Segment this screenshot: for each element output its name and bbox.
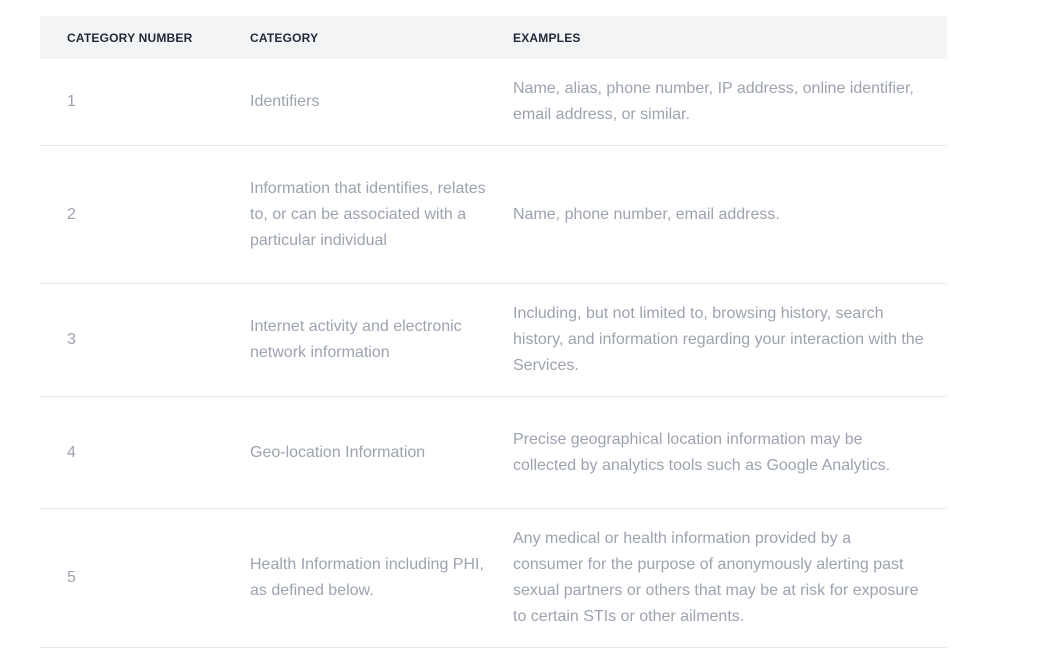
cell-category-number: 4: [67, 443, 76, 461]
cell-category-number: 2: [67, 205, 76, 223]
cell-category: Health Information including PHI, as defined below.: [250, 556, 484, 599]
table-row: [40, 146, 947, 284]
cell-category: Geo-location Information: [250, 443, 426, 461]
cell-examples: Precise geographical location information may be collected by analytics tools such as Google Analytics.: [513, 430, 891, 474]
cell-category: Information that identifies, relates to, or can be associated with a particular individual: [250, 179, 486, 249]
table-row: [40, 397, 947, 509]
cell-category-number: 1: [67, 93, 76, 110]
table-row: [40, 59, 947, 146]
cell-category-number: 5: [67, 569, 76, 586]
table-row: [40, 509, 947, 648]
cell-examples: Including, but not limited to, browsing history, search history, and information regarding your interaction with the Services.: [513, 305, 924, 374]
cell-examples: Any medical or health information provided by a consumer for the purpose of anonymously alerting past sexual partners or others that may be at risk for exposure to certain STIs or other ailments.: [513, 530, 919, 625]
cell-category-number: 3: [67, 331, 76, 348]
header-examples: EXAMPLES: [513, 30, 581, 45]
header-row: [40, 16, 947, 59]
cell-examples: Name, phone number, email address.: [513, 205, 780, 223]
header-category: CATEGORY: [250, 30, 319, 45]
cell-examples: Name, alias, phone number, IP address, online identifier, email address, or similar.: [513, 80, 914, 123]
cell-category: Identifiers: [250, 93, 320, 110]
table-body: [40, 59, 947, 648]
cell-category: Internet activity and electronic network information: [250, 318, 462, 361]
table-row: [40, 284, 947, 397]
table-header: [40, 16, 947, 59]
categories-table: [40, 16, 947, 648]
header-category-number: CATEGORY NUMBER: [67, 30, 193, 45]
